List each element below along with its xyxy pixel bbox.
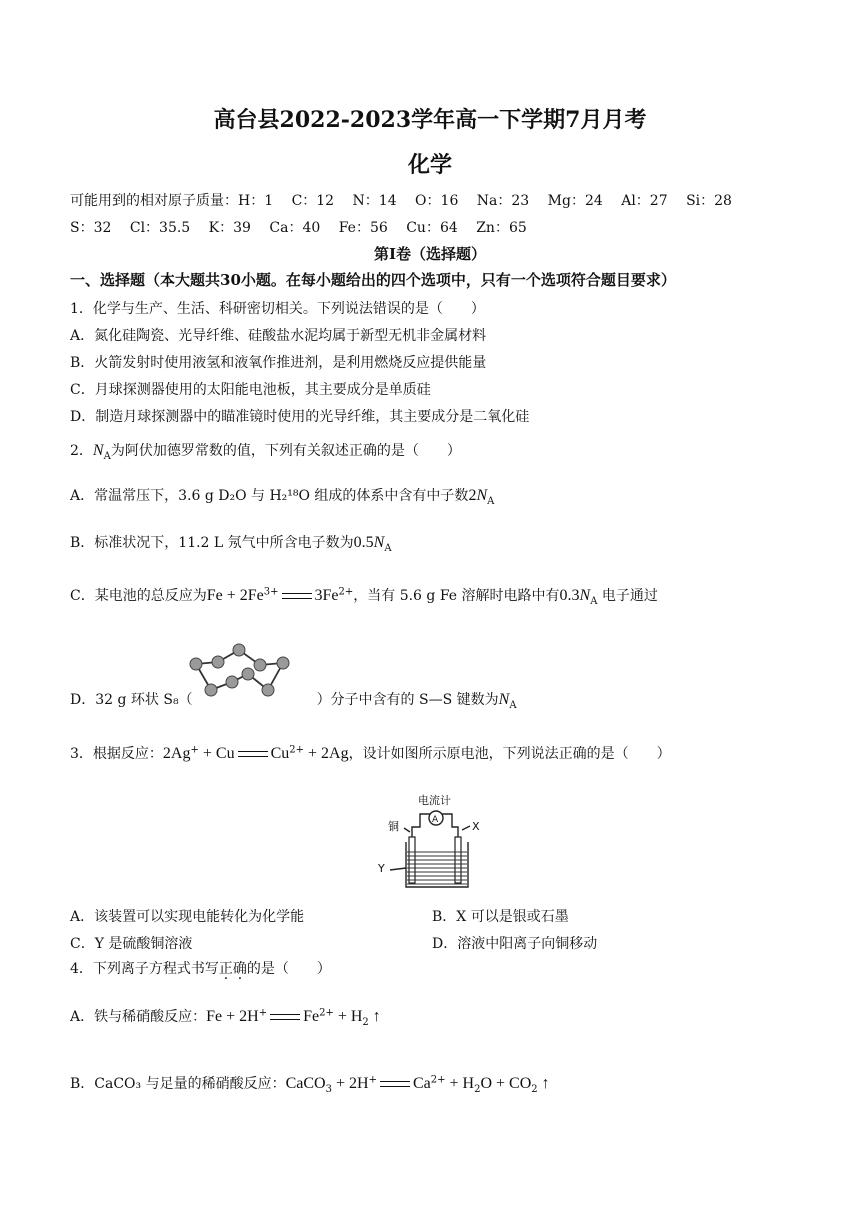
copper-label: 铜 xyxy=(388,820,399,833)
gas-arrow: ↑ xyxy=(368,1008,381,1025)
ammeter-label: 电流计 xyxy=(418,794,451,807)
q1-option-d: D．制造月球探测器中的瞄准镜时使用的光导纤维，其主要成分是二氧化硅 xyxy=(70,409,530,425)
gas-arrow: ↑ xyxy=(537,1075,550,1092)
atomic-masses-line-2: S：32 Cl：35.5 K：39 Ca：40 Fe：56 Cu：64 Zn：65 xyxy=(70,220,527,236)
section-heading: 一、选择题（本大题共30小题。在每小题给出的四个选项中，只有一个选项符合题目要求） xyxy=(70,271,676,289)
q4-option-a: A．铁与稀硝酸反应：Fe + 2H+ $Fe^{2+} + H_2$ ↑ xyxy=(70,1007,381,1028)
ammeter-symbol: A xyxy=(432,815,439,825)
q3-option-a: A．该装置可以实现电能转化为化学能 xyxy=(70,909,305,925)
q1-option-b: B．火箭发射时使用液氢和液氧作推进剂，是利用燃烧反应提供能量 xyxy=(70,355,487,371)
atomic-masses-line-1: 可能用到的相对原子质量：H：1 C：12 N：14 O：16 Na：23 Mg：24 Al：27 Si：28 xyxy=(70,193,732,209)
q3-stem: 3．根据反应：2Ag+ + Cu $Cu^{2+} + 2Ag$，设计如图所示原电池，下列说法正确的是（ ） xyxy=(70,744,671,762)
galvanic-cell-diagram xyxy=(376,792,486,896)
page-title: 高台县2022-2023学年高一下学期7月月考 xyxy=(213,107,647,133)
x-label: X xyxy=(472,820,480,833)
q2-stem: 2．$N_A$为阿伏加德罗常数的值，下列有关叙述正确的是（ ） xyxy=(70,442,461,462)
q3-option-d: D．溶液中阳离子向铜移动 xyxy=(432,936,598,952)
q1-option-c: C．月球探测器使用的太阳能电池板，其主要成分是单质硅 xyxy=(70,382,431,398)
q2-option-a: A．常温常压下，3.6 g D₂O 与 H₂¹⁸O 组成的体系中含有中子数$2N_A$ xyxy=(70,487,495,507)
q4-stem: 4．下列离子方程式书写正确的是（ ） xyxy=(70,961,331,977)
q2-option-b: B．标准状况下，11.2 L 氖气中所含电子数为$0.5N_A$ xyxy=(70,534,392,554)
q1-stem: 1．化学与生产、生活、科研密切相关。下列说法错误的是（ ） xyxy=(70,301,485,317)
y-label: Y xyxy=(378,862,385,875)
q3-option-b: B．X 可以是银或石墨 xyxy=(432,909,569,925)
subject-title: 化学 xyxy=(407,152,452,178)
q2-option-d: D．32 g 环状 S₈（ ）分子中含有的 S—S 键数为$N_A$ xyxy=(70,691,517,711)
q1-option-a: A．氮化硅陶瓷、光导纤维、硅酸盐水泥均属于新型无机非金属材料 xyxy=(70,328,487,344)
q3-option-c: C．Y 是硫酸铜溶液 xyxy=(70,936,193,952)
q2-option-c: C．某电池的总反应为$Fe + 2Fe^{3+}$ $3Fe^{2+}$，当有 5.6 g Fe 溶解时电路中有$0.3N_A$ 电子通过 xyxy=(70,586,658,607)
volume-heading: 第Ⅰ卷（选择题） xyxy=(373,245,487,263)
q4-option-b: B．CaCO₃ 与足量的稀硝酸反应：CaCO$_3$ + 2H+ $Ca^{2+} + H_2O + CO_2$ ↑ xyxy=(70,1074,550,1095)
